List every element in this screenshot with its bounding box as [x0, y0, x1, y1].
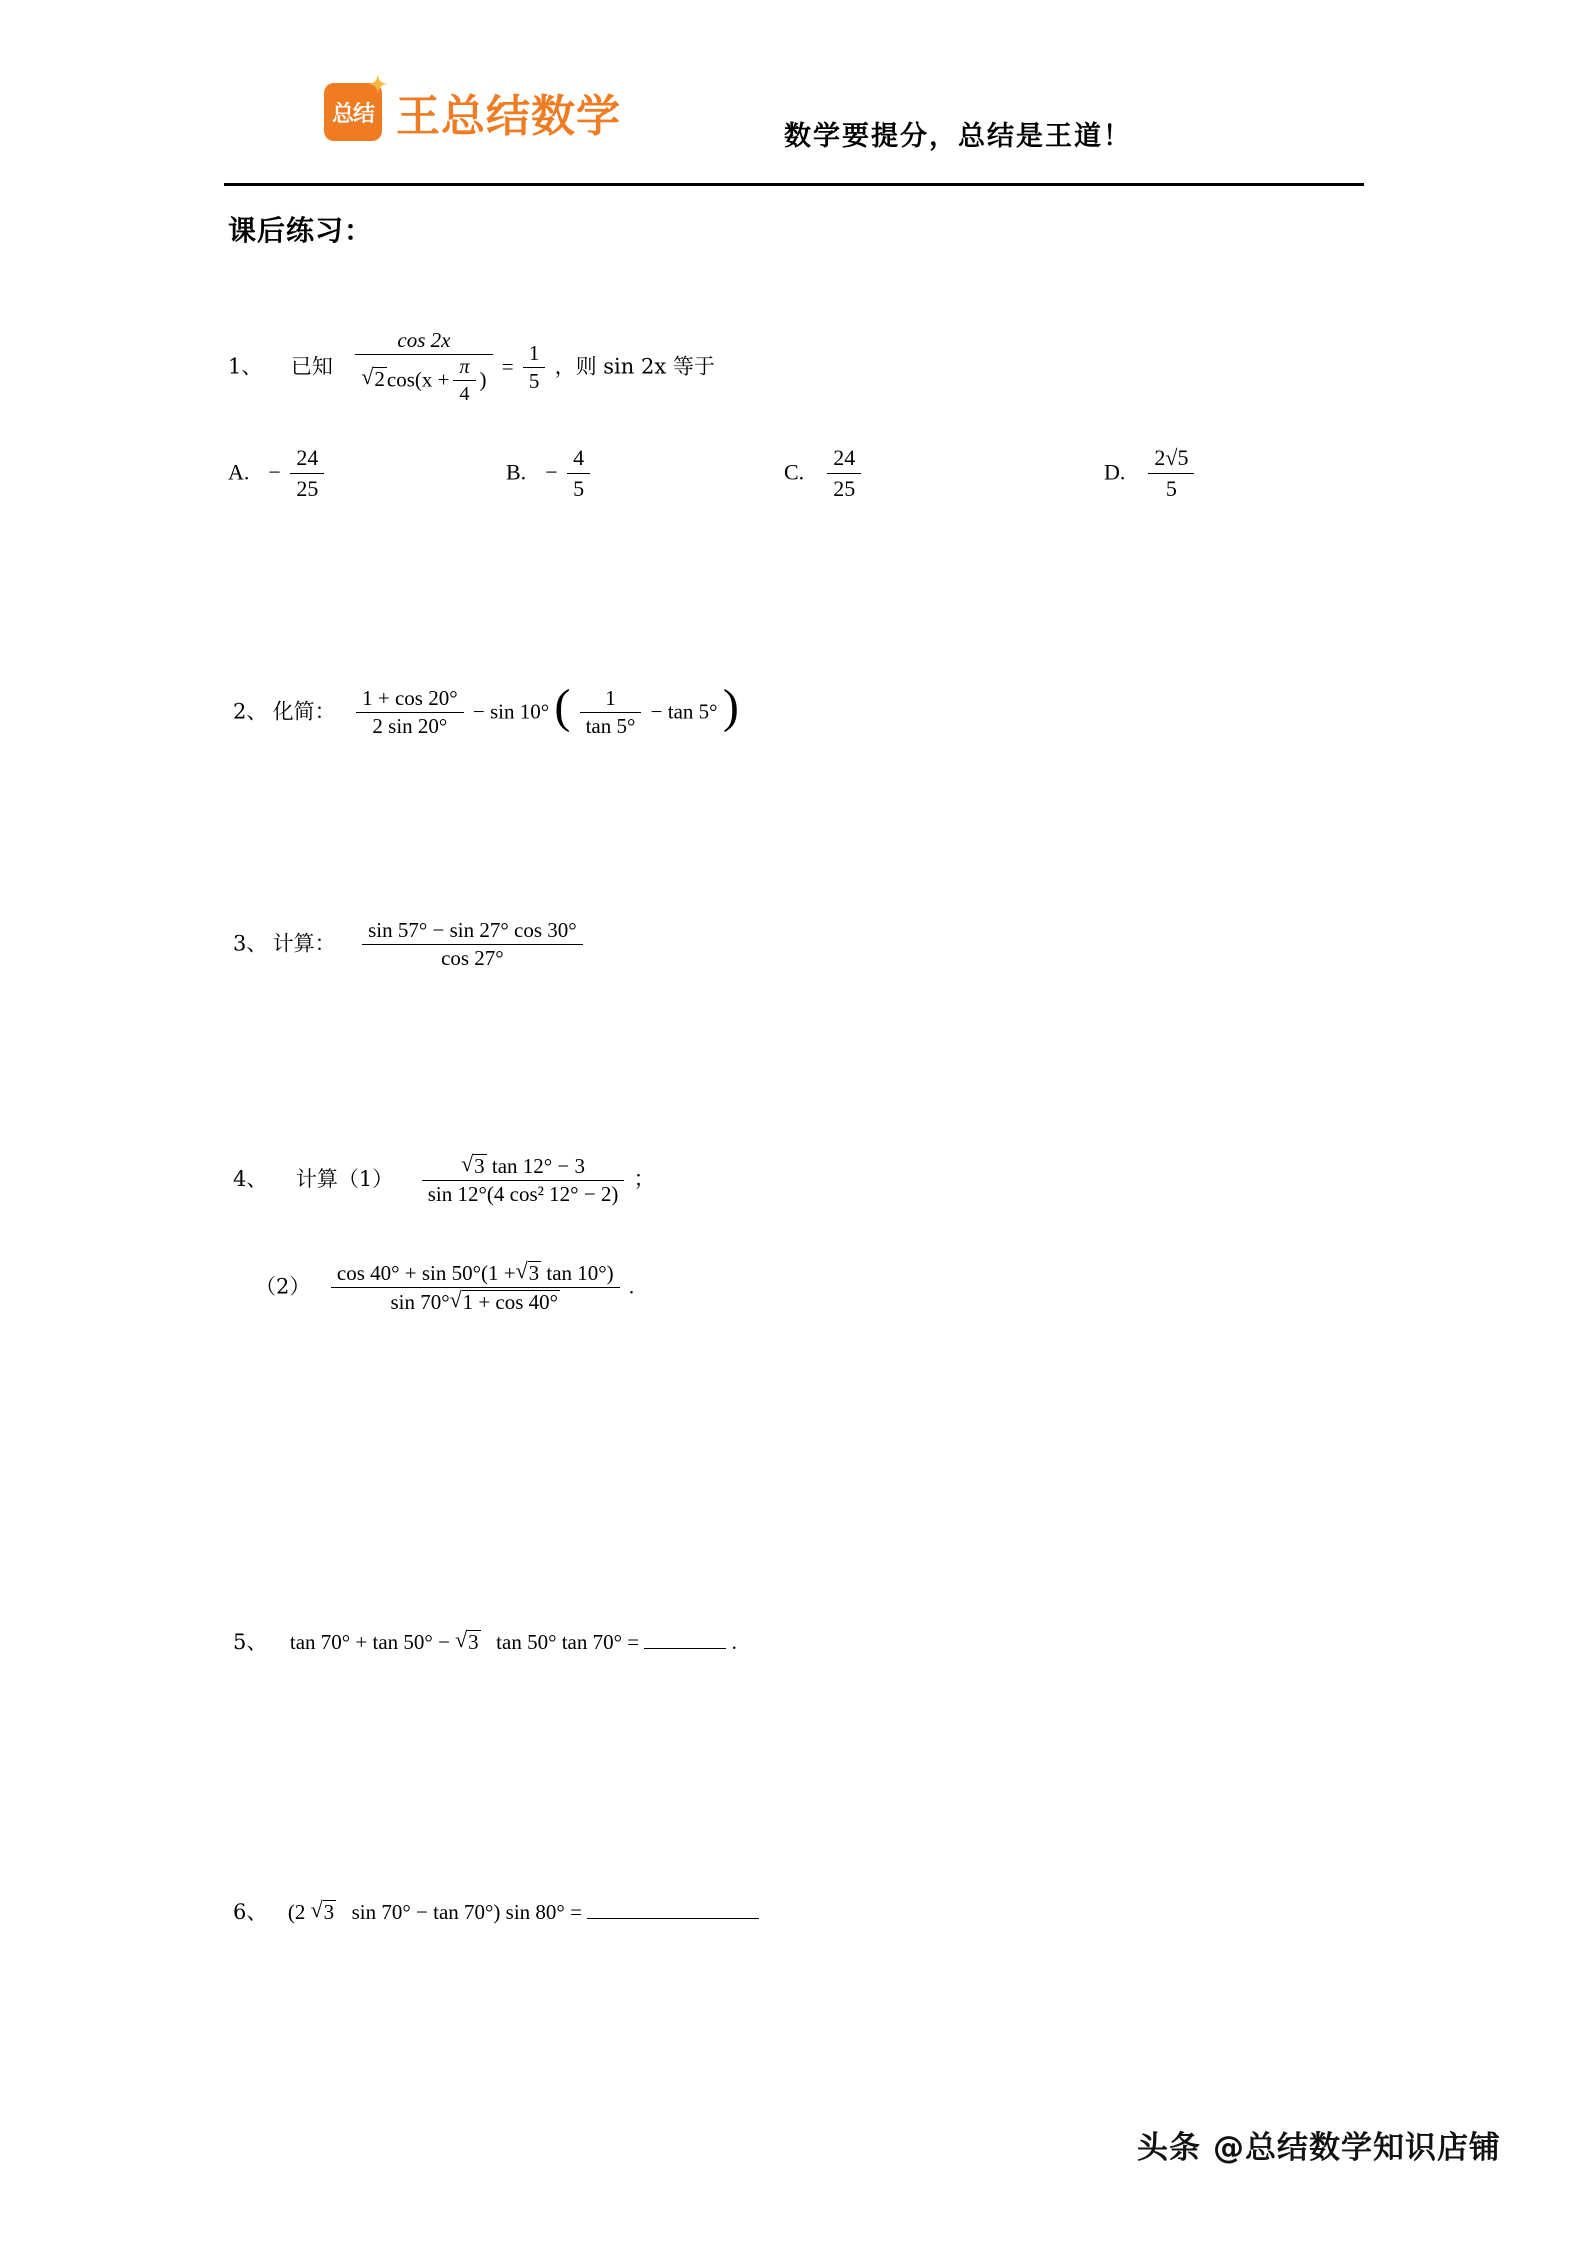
logo-badge-text: 总结	[331, 100, 374, 126]
question-5-body-a: tan 70° + tan 50° −	[289, 1630, 450, 1654]
pi-over-four-fraction: $\frac{\pi}{4}$	[453, 356, 475, 405]
question-3	[233, 920, 587, 971]
sqrt-icon: √ 3	[516, 1261, 542, 1285]
choice-d[interactable]: D. $\frac{2√5}{5}$	[1104, 446, 1198, 503]
question-4-part2-denominator: sin 70° √ 1 + cos 40°	[331, 1288, 620, 1314]
sqrt-icon: √ 2	[361, 367, 387, 391]
question-1	[228, 330, 715, 407]
brand-slogan: 数学要提分，总结是王道！	[784, 121, 1132, 152]
question-4-part1	[233, 1155, 655, 1207]
question-1-fraction-numerator: cos 2x	[355, 329, 492, 355]
question-4-part2-label: （2）	[255, 1274, 311, 1299]
question-3-lead: 计算：	[272, 931, 336, 956]
question-2-lead: 化简：	[272, 699, 336, 724]
question-5-answer-blank[interactable]	[644, 1648, 726, 1649]
logo-wordmark: 王总结数学	[396, 91, 621, 142]
question-4-part2	[255, 1262, 634, 1315]
question-5-body-b: tan 50° tan 70° =	[496, 1630, 640, 1654]
choice-a[interactable]: A. − $\frac{24}{25}$	[228, 446, 328, 503]
question-2-inner-fraction: $\frac{1}{\tan 5^\circ}$	[580, 687, 642, 738]
question-4-part2-fraction	[331, 1261, 620, 1314]
question-6-body-b: sin 70° − tan 70°) sin 80° =	[351, 1900, 582, 1924]
question-4-lead: 计算（1）	[295, 1166, 394, 1191]
question-4-part1-numerator: √ 3 tan 12° − 3	[422, 1154, 625, 1181]
question-6-answer-blank[interactable]	[587, 1918, 759, 1919]
sqrt-icon: √ 1 + cos 40°	[450, 1290, 560, 1314]
question-6-body-a: (2	[287, 1900, 306, 1924]
choice-c[interactable]: C. $\frac{24}{25}$	[784, 446, 865, 503]
question-5-number: 5、	[233, 1630, 268, 1654]
footer-handle: @总结数学知识店铺	[1213, 2130, 1501, 2166]
page-title: 课后练习：	[228, 214, 374, 247]
choice-d-fraction: $\frac{2√5}{5}$	[1148, 445, 1194, 502]
question-4-part2-tail: .	[628, 1274, 635, 1299]
footer-platform: 头条	[1137, 2130, 1201, 2166]
question-3-fraction: $\frac{\sin 57^\circ - \sin 27^\circ \cos 30^\circ}{\cos 27^\circ}$	[362, 919, 583, 970]
choice-b[interactable]: B. − $\frac{4}{5}$	[506, 446, 594, 503]
question-2-fraction: $\frac{1 + \cos 20^\circ}{2 \sin 20^\circ}$	[356, 687, 463, 738]
question-4-part1-fraction	[422, 1154, 625, 1206]
choice-a-fraction: $\frac{24}{25}$	[290, 445, 324, 502]
question-2-inner-tail: − tan 5°	[650, 699, 718, 724]
question-2-minus-term: − sin 10°	[472, 699, 550, 724]
page-header	[224, 72, 1364, 182]
question-4-part1-denominator: sin 12°(4 cos² 12° − 2)	[427, 1182, 619, 1207]
question-1-main-fraction	[355, 329, 492, 406]
question-1-equals: =	[501, 354, 514, 379]
question-4-part1-tail: ；	[633, 1166, 655, 1191]
question-1-tail: ，则 sin 2x 等于	[554, 354, 715, 379]
choice-c-fraction: $\frac{24}{25}$	[827, 445, 861, 502]
question-3-number: 3、	[233, 931, 268, 956]
question-5	[233, 1630, 737, 1654]
sqrt-icon: √ 3	[461, 1154, 487, 1178]
header-divider	[224, 183, 1364, 186]
question-1-lead: 已知	[290, 354, 333, 379]
question-1-number: 1、	[228, 354, 263, 379]
question-6-number: 6、	[233, 1900, 268, 1924]
brand-logo	[324, 72, 621, 144]
question-4-part2-numerator: cos 40° + sin 50°(1 + √ 3 tan 10°)	[331, 1261, 620, 1288]
question-1-fraction-denominator: √ 2cos(x + $\frac{\pi}{4}$ )	[355, 355, 492, 406]
question-1-rhs-fraction: $\frac{1}{5}$	[523, 342, 546, 393]
question-5-tail: .	[731, 1630, 737, 1654]
choice-b-fraction: $\frac{4}{5}$	[567, 445, 590, 502]
question-2-number: 2、	[233, 699, 268, 724]
sqrt-icon: √ 3	[455, 1630, 481, 1654]
sqrt-icon: √ 3	[311, 1900, 337, 1924]
question-1-choices	[228, 446, 1388, 516]
spark-icon: ✦	[368, 72, 386, 97]
question-4-number: 4、	[233, 1166, 268, 1191]
footer-watermark	[1137, 2122, 1501, 2167]
question-6	[233, 1900, 759, 1924]
logo-badge-icon	[324, 72, 386, 141]
question-2: 2、 化简： $\frac{1 + \cos 20^\circ}{2 \sin 20^\circ}$ − sin 10° ( $\frac{1}{\tan 5^\circ}$ − tan 5° )	[233, 680, 739, 739]
